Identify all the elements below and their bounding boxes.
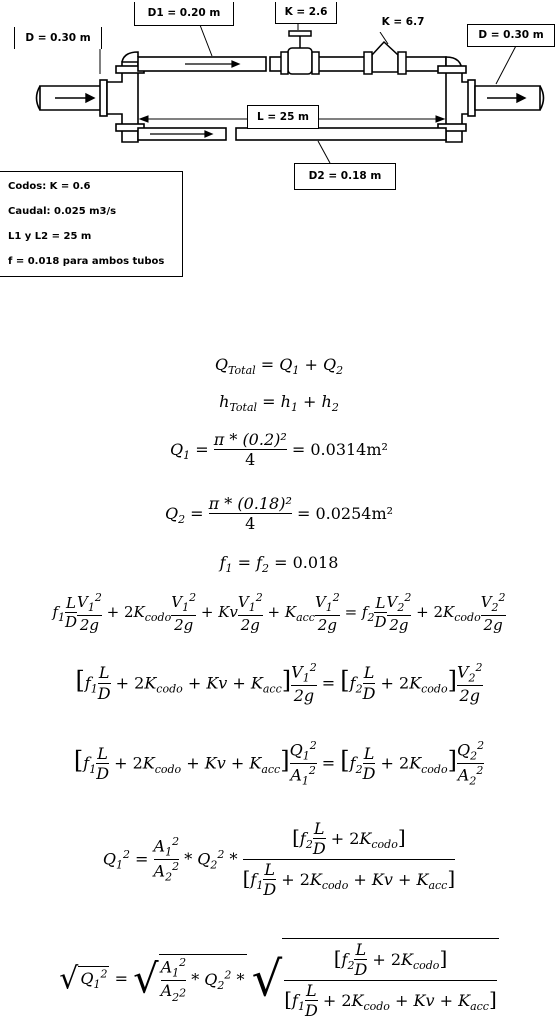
data-flow: Caudal: 0.025 m3/s [8, 206, 117, 217]
data-friction: f = 0.018 para ambos tubos [8, 256, 165, 267]
eq-q2-area: $Q_2$ = $\frac{\text{π * (0.18)²}}{4}$ = 0.0254m² [164, 494, 394, 534]
eq-q1-area: $Q_1$ = $\frac{\text{π * (0.2)²}}{4}$ = 0.0314m² [170, 430, 388, 470]
eq-sqrt: √ $Q_1^2$ = √ $\frac{A_1^2}{A_{2^2}}$ * $Q_2^2$ * √ [$f_2$ $\frac{L}{D}$ + $2K_{codo}$] [$f_1$ $\frac{L}{D}$ + $2K_{codo} + Kv + K_{acc}$] [59, 940, 497, 1021]
label-k-acc: K = 6.7 [374, 12, 432, 32]
eq-grouped-flow: [$f_1$ $\frac{L}{D}$ + $2K_{codo} + Kv + K_{acc}$] $\frac{Q_1^2}{A_1^2}$ = [$f_2$ $\frac{L}{D}$ + $2K_{codo}$] $\frac{Q_2^2}{A_2^2}$ [73, 739, 485, 788]
eq-q1-squared: $Q_1^2$ = $\frac{A_1^2}{A_2^2}$ * $Q_2^2$ * [$f_2$ $\frac{L}{D}$ + $2K_{codo}$] [$f_1$ $\frac{L}{D}$ + $2K_{codo} + Kv + K_{acc}$] [102, 819, 456, 900]
label-d1: D1 = 0.20 m [134, 2, 234, 26]
q1-result: 0.0314m² [310, 439, 388, 459]
eq-h-total: $h_{Total} = h_1 + h_2$ [219, 392, 339, 415]
label-k-valve: K = 2.6 [275, 2, 337, 24]
label-d2: D2 = 0.18 m [294, 163, 396, 190]
accessory-fitting [364, 42, 406, 74]
label-length: L = 25 m [247, 105, 319, 129]
data-lengths: L1 y L2 = 25 m [8, 231, 92, 242]
label-d-main-left: D = 0.30 m [14, 27, 102, 49]
gate-valve [281, 31, 319, 74]
eq-grouped-velocity: [$f_1$ $\frac{L}{D}$ + $2K_{codo} + Kv + K_{acc}$] $\frac{V_1^2}{2g}$ = [$f_2$ $\frac{L}{D}$ + $2K_{codo}$] $\frac{V_2^2}{2g}$ [75, 661, 483, 706]
given-data-box [0, 171, 183, 277]
label-d-main-right: D = 0.30 m [467, 24, 555, 47]
eq-energy-balance: $f_1$ $\frac{L}{D}$ $\frac{V_1^2}{2g}$ + $2K_{codo}$ $\frac{V_1^2}{2g}$ + Kv $\frac{V_1^2}{2g}$ + $K_{acc}$ $\frac{V_1^2}{2g}$ = $f_2$ $\frac{L}{D}$ $\frac{V_2^2}{2g}$ + $2K_{codo}$ $\frac{V_2^2}{2g}$ [52, 591, 506, 634]
q2-numerator: π * (0.18)² [208, 494, 292, 513]
eq-friction-equal: $f_1 = f_2 = 0.018$ [219, 553, 339, 576]
q1-numerator: π * (0.2)² [213, 430, 287, 449]
q2-result: 0.0254m² [315, 503, 394, 523]
data-elbows: Codos: K = 0.6 [8, 181, 91, 192]
eq-q-total: $Q_{Total} = Q_1 + Q_2$ [214, 355, 344, 378]
